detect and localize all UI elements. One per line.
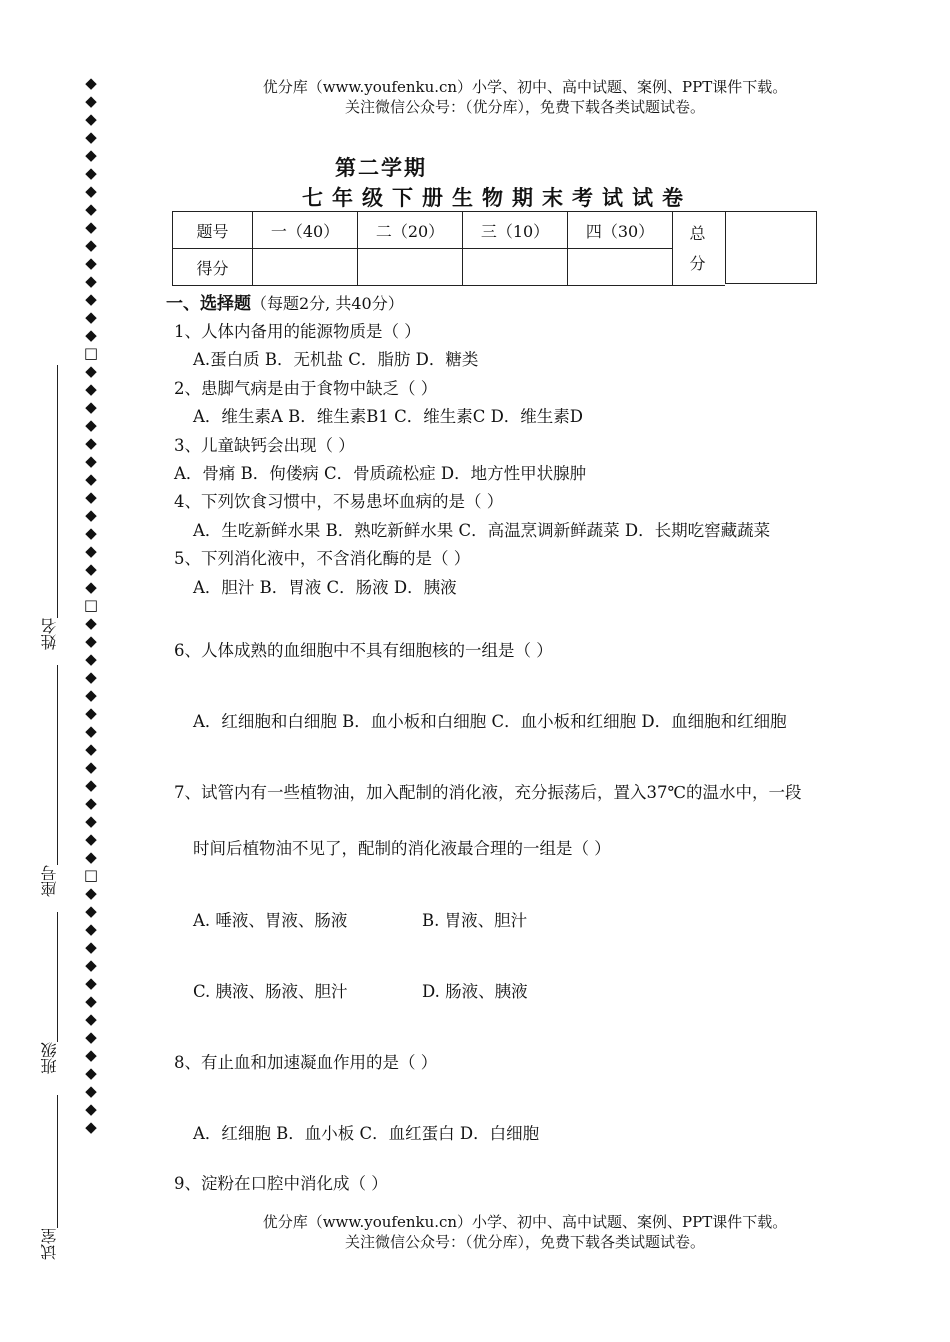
diamond-icon: ◆ (85, 974, 97, 992)
header-line-2: 关注微信公众号：（优分库），免费下载各类试题试卷。 (344, 98, 705, 116)
diamond-icon: ◆ (85, 182, 97, 200)
binding-line (57, 365, 58, 618)
diamond-icon: ◆ (85, 452, 97, 470)
diamond-icon: ◆ (85, 236, 97, 254)
question-9: 9、淀粉在口腔中消化成（ ） (174, 1174, 388, 1193)
diamond-icon: ◆ (85, 128, 97, 146)
question-7-option-d: D. 肠液、胰液 (422, 982, 528, 1001)
question-3-options: A．骨痛 B．佝偻病 C．骨质疏松症 D．地方性甲状腺肿 (174, 464, 587, 483)
diamond-icon: ◆ (85, 200, 97, 218)
question-6: 6、人体成熟的血细胞中不具有细胞核的一组是（ ） (174, 641, 553, 660)
diamond-icon: ◆ (85, 830, 97, 848)
diamond-icon: ◆ (85, 758, 97, 776)
question-4-options: A．生吃新鲜水果 B．熟吃新鲜水果 C．高温烹调新鲜蔬菜 D．长期吃窖藏蔬菜 (193, 521, 771, 540)
question-2-options: A．维生素A B．维生素B1 C．维生素C D．维生素D (193, 407, 584, 426)
diamond-icon: ◆ (85, 1046, 97, 1064)
diamond-icon: ◆ (85, 668, 97, 686)
diamond-icon: ◆ (85, 110, 97, 128)
total-label-char: 总 (689, 223, 706, 243)
diamond-icon: ◆ (85, 578, 97, 596)
diamond-icon: ◆ (85, 1118, 97, 1136)
diamond-icon: ◆ (85, 290, 97, 308)
score-header-cell: 题号 (173, 212, 253, 249)
semester-title: 第二学期 (335, 155, 427, 180)
seat-label: 座号 (40, 865, 59, 897)
section-title: 一、选择题 (166, 294, 251, 314)
class-label: 班级 (40, 1042, 59, 1074)
header-line-1: 优分库（www.youfenku.cn）小学、初中、高中试题、案例、PPT课件下载。 (262, 78, 788, 96)
diamond-icon: ◆ (85, 632, 97, 650)
diamond-icon: ◆ (85, 488, 97, 506)
diamond-icon: ◆ (85, 92, 97, 110)
binding-line (57, 1095, 58, 1228)
diamond-icon: ◆ (85, 1010, 97, 1028)
diamond-icon: ◆ (85, 470, 97, 488)
diamond-icon: ◆ (85, 794, 97, 812)
diamond-icon: ◆ (85, 722, 97, 740)
score-header-cell: 三（10） (463, 212, 568, 249)
diamond-icon: ◆ (85, 146, 97, 164)
diamond-icon: ◆ (85, 1064, 97, 1082)
diamond-icon: ◆ (85, 848, 97, 866)
diamond-icon: ◆ (85, 776, 97, 794)
section-note: （每题2分, 共40分） (251, 294, 404, 313)
diamond-icon: ◆ (85, 686, 97, 704)
diamond-icon: ◆ (85, 326, 97, 344)
diamond-icon: ◆ (85, 380, 97, 398)
score-input-cell[interactable] (568, 249, 673, 286)
diamond-icon: ◆ (85, 416, 97, 434)
diamond-icon: ◆ (85, 1028, 97, 1046)
diamond-icon: ◆ (85, 704, 97, 722)
question-7-option-b: B. 胃液、胆汁 (422, 911, 528, 930)
diamond-icon: ◆ (85, 164, 97, 182)
footer-line-1: 优分库（www.youfenku.cn）小学、初中、高中试题、案例、PPT课件下载。 (262, 1213, 788, 1231)
diamond-icon: ◆ (85, 506, 97, 524)
question-4: 4、下列饮食习惯中，不易患坏血病的是（ ） (174, 492, 504, 511)
diamond-icon: ◆ (85, 434, 97, 452)
question-3: 3、儿童缺钙会出现（ ） (174, 436, 355, 455)
question-6-options: A．红细胞和白细胞 B．血小板和白细胞 C．血小板和红细胞 D．血细胞和红细胞 (193, 712, 787, 731)
score-input-cell[interactable] (253, 249, 358, 286)
footer-line-2: 关注微信公众号：（优分库），免费下载各类试题试卷。 (344, 1233, 705, 1251)
total-label-char: 分 (689, 253, 706, 273)
question-5-options: A．胆汁 B．胃液 C．肠液 D．胰液 (193, 578, 457, 597)
diamond-icon: ◆ (85, 920, 97, 938)
total-label (670, 211, 725, 286)
diamond-icon: ◆ (85, 956, 97, 974)
diamond-icon: ◆ (85, 992, 97, 1010)
square-icon: □ (83, 866, 99, 884)
square-icon: □ (83, 344, 99, 362)
question-2: 2、患脚气病是由于食物中缺乏（ ） (174, 379, 438, 398)
diamond-icon: ◆ (85, 524, 97, 542)
diamond-icon: ◆ (85, 884, 97, 902)
score-input-cell[interactable] (463, 249, 568, 286)
diamond-icon: ◆ (85, 398, 97, 416)
diamond-icon: ◆ (85, 560, 97, 578)
diamond-icon: ◆ (85, 902, 97, 920)
score-table (172, 211, 673, 286)
square-icon: □ (83, 596, 99, 614)
diamond-icon: ◆ (85, 542, 97, 560)
section-heading (166, 289, 404, 314)
score-header-cell: 四（30） (568, 212, 673, 249)
score-input-cell[interactable] (358, 249, 463, 286)
score-header-cell: 二（20） (358, 212, 463, 249)
question-1-options: A.蛋白质 B．无机盐 C．脂肪 D．糖类 (193, 350, 479, 369)
diamond-icon: ◆ (85, 74, 97, 92)
diamond-icon: ◆ (85, 272, 97, 290)
question-5: 5、下列消化液中，不含消化酶的是（ ） (174, 549, 471, 568)
question-8-options: A．红细胞 B．血小板 C．血红蛋白 D．白细胞 (193, 1124, 540, 1143)
exam-title: 七年级下册生物期末考试试卷 (302, 185, 692, 210)
question-7-option-a: A. 唾液、胃液、肠液 (193, 911, 348, 930)
total-score-box[interactable] (725, 211, 817, 284)
question-7-cont: 时间后植物油不见了，配制的消化液最合理的一组是（ ） (193, 839, 611, 858)
question-1: 1、人体内备用的能源物质是（ ） (174, 322, 421, 341)
diamond-icon: ◆ (85, 362, 97, 380)
diamond-icon: ◆ (85, 308, 97, 326)
diamond-icon: ◆ (85, 218, 97, 236)
diamond-icon: ◆ (85, 740, 97, 758)
diamond-border (82, 74, 100, 1136)
question-7-option-c: C. 胰液、肠液、胆汁 (193, 982, 348, 1001)
score-row-label: 得分 (173, 249, 253, 286)
diamond-icon: ◆ (85, 938, 97, 956)
diamond-icon: ◆ (85, 812, 97, 830)
name-label: 姓名 (40, 618, 59, 650)
score-header-cell: 一（40） (253, 212, 358, 249)
diamond-icon: ◆ (85, 614, 97, 632)
binding-line (57, 665, 58, 865)
binding-line (57, 912, 58, 1042)
diamond-icon: ◆ (85, 254, 97, 272)
diamond-icon: ◆ (85, 650, 97, 668)
diamond-icon: ◆ (85, 1082, 97, 1100)
diamond-icon: ◆ (85, 1100, 97, 1118)
question-8: 8、有止血和加速凝血作用的是（ ） (174, 1053, 438, 1072)
question-7: 7、试管内有一些植物油，加入配制的消化液，充分振荡后，置入37℃的温水中，一段 (174, 783, 802, 802)
room-label: 试室 (40, 1228, 59, 1260)
